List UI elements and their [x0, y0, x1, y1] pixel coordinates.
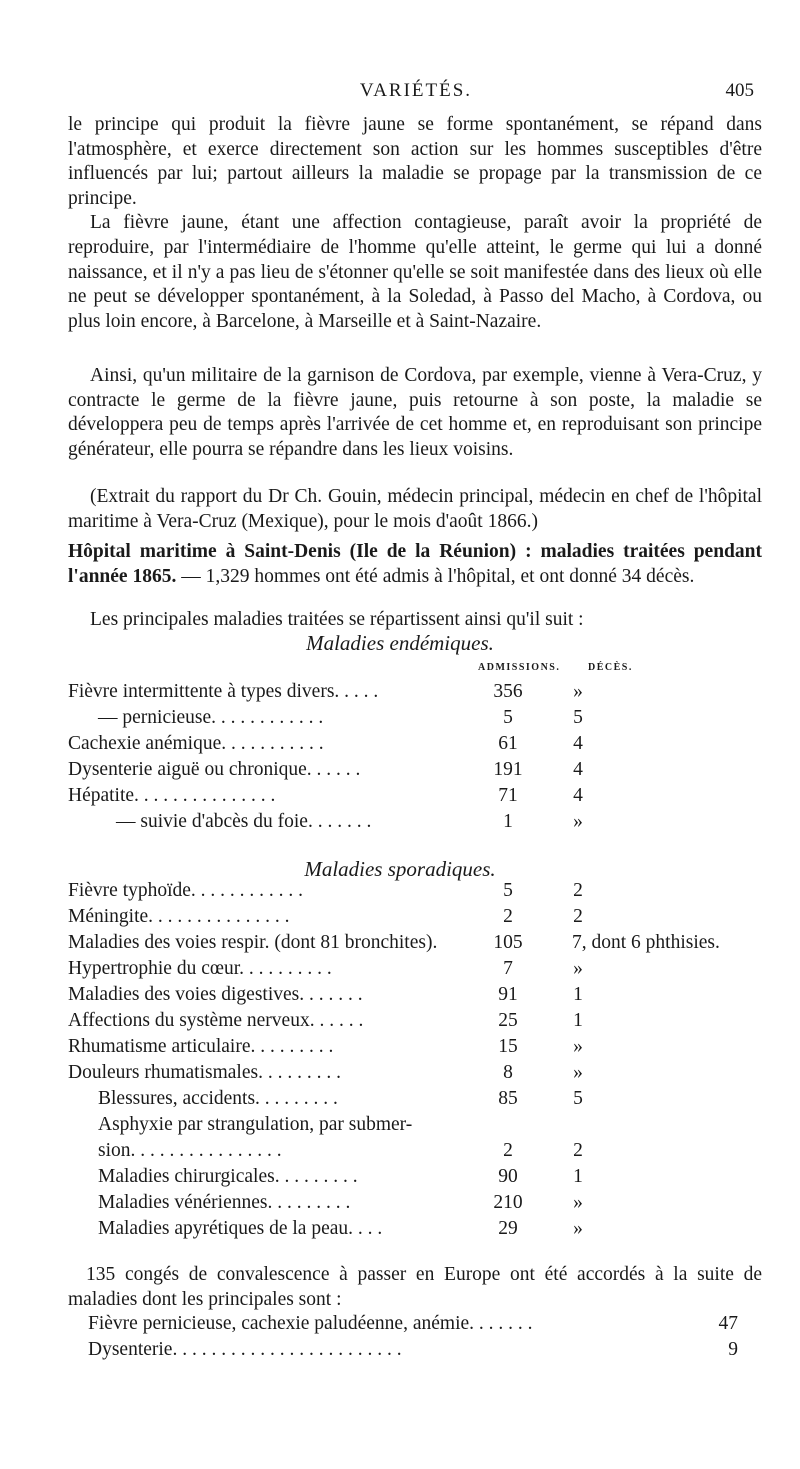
paragraph-contagion: La fièvre jaune, étant une affection contagieuse, paraît avoir la propriété de reproduire, par l'intermédiaire de l'homme qu'elle atteint, le germe qui lui a donné naissance, et il n'y a pas lieu de s'étonner qu'elle se soit manifestée dans des lieux où elle ne peut se développer spontanément, à la Soledad, à Passo del Macho, à Cordova, ou plus loin encore, à Barcelone, à Marseille et à Saint-Nazaire. — [68, 212, 762, 332]
column-headers — [470, 662, 670, 678]
row-admissions: 85 — [498, 1088, 518, 1109]
row-label: Asphyxie par strangulation, par submer- — [98, 1114, 413, 1135]
table-row — [68, 1140, 788, 1166]
table-row — [68, 1192, 788, 1218]
row-admissions: 210 — [493, 1192, 523, 1213]
table-row — [68, 1166, 788, 1192]
row-admissions: 2 — [503, 906, 513, 927]
table-row — [68, 906, 788, 932]
paragraph-conge: 135 congés de convalescence à passer en Europe ont été accordés à la suite de maladies dont les principales sont : — [68, 1264, 762, 1310]
row-label: Blessures, accidents. . . . . . . . . — [98, 1088, 338, 1109]
row-admissions: 71 — [498, 785, 518, 806]
paragraph-example: Ainsi, qu'un militaire de la garnison de Cordova, par exemple, vienne à Vera-Cruz, y contracte le germe de la fièvre jaune, puis retourne à son poste, la maladie se développera peu de temps après l'arrivée de cet homme et, en reproduisant son principe générateur, elle pourra se répandre dans les lieux voisins. — [68, 365, 762, 460]
body-text-top — [68, 113, 762, 334]
body-text-intro — [68, 608, 762, 633]
paragraph-intro: Les principales maladies traitées se répartissent ainsi qu'il suit : — [90, 609, 584, 630]
body-text-source — [68, 485, 762, 534]
row-label: Fièvre typhoïde. . . . . . . . . . . . — [68, 880, 304, 901]
row-label: Fièvre intermittente à types divers. . . . . — [68, 681, 379, 702]
row-deces: » — [573, 1036, 583, 1057]
paragraph-hospital — [68, 540, 762, 589]
row-deces: 4 — [573, 759, 583, 780]
table-row — [68, 707, 788, 733]
row-admissions: 25 — [498, 1010, 518, 1031]
col-admissions: ADMISSIONS. — [478, 662, 561, 673]
endemic-title: Maladies endémiques. — [306, 631, 494, 655]
list-item-label: Fièvre pernicieuse, cachexie paludéenne, anémie. . . . . . . — [88, 1313, 533, 1334]
table-row — [68, 681, 788, 707]
table-row — [68, 1218, 788, 1244]
row-label: Cachexie anémique. . . . . . . . . . . — [68, 733, 324, 754]
row-admissions: 8 — [503, 1062, 513, 1083]
row-label: Méningite. . . . . . . . . . . . . . . — [68, 906, 290, 927]
row-label: Maladies vénériennes. . . . . . . . . — [98, 1192, 351, 1213]
table-row — [68, 1062, 788, 1088]
row-deces: » — [573, 958, 583, 979]
row-deces: » — [573, 681, 583, 702]
row-admissions: 29 — [498, 1218, 518, 1239]
row-admissions: 5 — [503, 880, 513, 901]
row-deces: 5 — [573, 707, 583, 728]
table-row — [68, 880, 788, 906]
sporadic-title: Maladies sporadiques. — [304, 857, 496, 881]
page-number: 405 — [725, 80, 754, 101]
row-label: Hypertrophie du cœur. . . . . . . . . . — [68, 958, 332, 979]
table-row — [68, 1010, 788, 1036]
row-label: Dysenterie aiguë ou chronique. . . . . . — [68, 759, 361, 780]
table-row — [68, 958, 788, 984]
list-item-value: 9 — [728, 1339, 738, 1360]
row-deces: 2 — [573, 906, 583, 927]
paragraph-source: (Extrait du rapport du Dr Ch. Gouin, médecin principal, médecin en chef de l'hôpital maritime à Vera-Cruz (Mexique), pour le mois d'août 1866.) — [68, 486, 762, 532]
table-row — [68, 932, 788, 958]
row-admissions: 91 — [498, 984, 518, 1005]
table-row — [68, 811, 788, 837]
row-deces: 7, dont 6 phthisies. — [572, 932, 720, 953]
body-text-hospital — [68, 540, 762, 589]
row-deces: 2 — [573, 880, 583, 901]
table-row — [68, 733, 788, 759]
row-admissions: 1 — [503, 811, 513, 832]
row-deces: » — [573, 1062, 583, 1083]
row-label: Douleurs rhumatismales. . . . . . . . . — [68, 1062, 341, 1083]
row-deces: 1 — [573, 984, 583, 1005]
col-deces: DÉCÈS. — [588, 662, 633, 673]
row-label: Hépatite. . . . . . . . . . . . . . . — [68, 785, 276, 806]
sporadic-table — [68, 880, 788, 1244]
row-label: Affections du système nerveux. . . . . . — [68, 1010, 364, 1031]
table-row — [68, 1088, 788, 1114]
list-item-value: 47 — [718, 1313, 738, 1334]
conge-list — [88, 1313, 748, 1365]
list-item-label: Dysenterie. . . . . . . . . . . . . . . . . . . . . . . . — [88, 1339, 402, 1360]
table-row — [68, 759, 788, 785]
row-deces: 4 — [573, 785, 583, 806]
row-label: Maladies des voies digestives. . . . . . . — [68, 984, 363, 1005]
row-deces: 1 — [573, 1010, 583, 1031]
row-deces: » — [573, 1192, 583, 1213]
row-admissions: 61 — [498, 733, 518, 754]
list-item — [88, 1339, 748, 1365]
row-admissions: 5 — [503, 707, 513, 728]
row-label: — suivie d'abcès du foie. . . . . . . — [116, 811, 372, 832]
table-row — [68, 1036, 788, 1062]
row-label: Maladies chirurgicales. . . . . . . . . — [98, 1166, 358, 1187]
row-admissions: 15 — [498, 1036, 518, 1057]
row-deces: 2 — [573, 1140, 583, 1161]
row-label: Maladies apyrétiques de la peau. . . . — [98, 1218, 383, 1239]
row-deces: » — [573, 811, 583, 832]
endemic-table — [68, 681, 788, 837]
list-item — [88, 1313, 748, 1339]
table-row — [68, 785, 788, 811]
row-deces: 1 — [573, 1166, 583, 1187]
row-label: — pernicieuse. . . . . . . . . . . . — [98, 707, 324, 728]
row-label: Maladies des voies respir. (dont 81 bronchites). — [68, 932, 438, 953]
row-deces: » — [573, 1218, 583, 1239]
row-deces: 5 — [573, 1088, 583, 1109]
running-header — [68, 80, 764, 110]
row-admissions: 356 — [493, 681, 523, 702]
body-text-example — [68, 364, 762, 462]
row-admissions: 105 — [493, 932, 523, 953]
running-title: VARIÉTÉS. — [359, 80, 473, 101]
paragraph-continuation: le principe qui produit la fièvre jaune se forme spontanément, se répand dans l'atmosphère, et exerce directement son action sur les hommes susceptibles d'être influencés par lui; partout ailleurs la maladie se propage par la transmission de ce principe. — [68, 114, 762, 209]
table-row — [68, 984, 788, 1010]
hospital-heading: Hôpital maritime à Saint-Denis (Ile de la Réunion) : maladies traitées pendant l'année 1865. — [68, 541, 762, 587]
hospital-summary: — 1,329 hommes ont été admis à l'hôpital, et ont donné 34 décès. — [176, 565, 695, 587]
body-text-conge — [68, 1263, 762, 1312]
row-admissions: 191 — [493, 759, 523, 780]
table-row — [68, 1114, 788, 1140]
row-deces: 4 — [573, 733, 583, 754]
row-label: Rhumatisme articulaire. . . . . . . . . — [68, 1036, 334, 1057]
row-admissions: 2 — [503, 1140, 513, 1161]
row-label: sion. . . . . . . . . . . . . . . . — [98, 1140, 282, 1161]
row-admissions: 7 — [503, 958, 513, 979]
row-admissions: 90 — [498, 1166, 518, 1187]
